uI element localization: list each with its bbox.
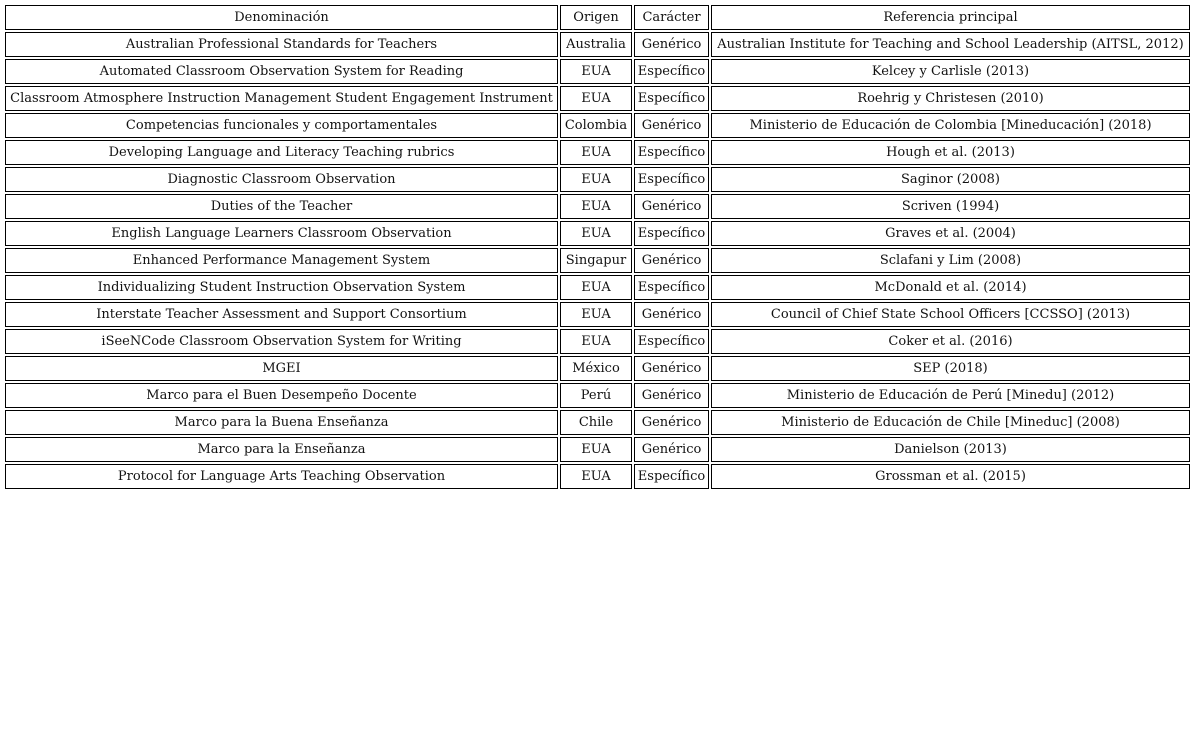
- cell-denominacion: Marco para la Buena Enseñanza: [5, 410, 558, 435]
- cell-denominacion: Australian Professional Standards for Teachers: [5, 32, 558, 57]
- cell-denominacion: Protocol for Language Arts Teaching Observation: [5, 464, 558, 489]
- table-row: [5, 140, 1190, 165]
- table-row: [5, 221, 1190, 246]
- table-row: [5, 302, 1190, 327]
- cell-caracter: Específico: [634, 464, 709, 489]
- cell-denominacion: Diagnostic Classroom Observation: [5, 167, 558, 192]
- table-header: [5, 5, 1190, 30]
- cell-origen: EUA: [560, 464, 632, 489]
- table-row: [5, 32, 1190, 57]
- cell-caracter: Específico: [634, 167, 709, 192]
- cell-caracter: Genérico: [634, 113, 709, 138]
- cell-denominacion: Classroom Atmosphere Instruction Management Student Engagement Instrument: [5, 86, 558, 111]
- cell-origen: Australia: [560, 32, 632, 57]
- cell-denominacion: Developing Language and Literacy Teaching rubrics: [5, 140, 558, 165]
- cell-referencia: Ministerio de Educación de Perú [Minedu] (2012): [711, 383, 1190, 408]
- cell-referencia: Council of Chief State School Officers [CCSSO] (2013): [711, 302, 1190, 327]
- frameworks-table: [3, 3, 1192, 491]
- cell-caracter: Específico: [634, 275, 709, 300]
- table-row: [5, 59, 1190, 84]
- cell-origen: EUA: [560, 302, 632, 327]
- cell-referencia: Scriven (1994): [711, 194, 1190, 219]
- cell-caracter: Genérico: [634, 248, 709, 273]
- cell-referencia: Ministerio de Educación de Chile [Mineduc] (2008): [711, 410, 1190, 435]
- table-row: [5, 275, 1190, 300]
- cell-origen: Singapur: [560, 248, 632, 273]
- cell-origen: México: [560, 356, 632, 381]
- cell-denominacion: Duties of the Teacher: [5, 194, 558, 219]
- table-row: [5, 113, 1190, 138]
- cell-caracter: Genérico: [634, 32, 709, 57]
- cell-denominacion: iSeeNCode Classroom Observation System for Writing: [5, 329, 558, 354]
- header-referencia: Referencia principal: [711, 5, 1190, 30]
- cell-caracter: Genérico: [634, 356, 709, 381]
- table-row: [5, 410, 1190, 435]
- table-row: [5, 248, 1190, 273]
- table-row: [5, 86, 1190, 111]
- cell-origen: Colombia: [560, 113, 632, 138]
- cell-origen: Chile: [560, 410, 632, 435]
- cell-origen: EUA: [560, 59, 632, 84]
- table-row: [5, 194, 1190, 219]
- cell-denominacion: Competencias funcionales y comportamentales: [5, 113, 558, 138]
- table-body: [5, 32, 1190, 489]
- table-row: [5, 383, 1190, 408]
- cell-origen: EUA: [560, 437, 632, 462]
- cell-caracter: Genérico: [634, 437, 709, 462]
- cell-referencia: Coker et al. (2016): [711, 329, 1190, 354]
- cell-caracter: Genérico: [634, 302, 709, 327]
- cell-caracter: Específico: [634, 329, 709, 354]
- header-denominacion: Denominación: [5, 5, 558, 30]
- cell-caracter: Específico: [634, 59, 709, 84]
- cell-caracter: Genérico: [634, 410, 709, 435]
- cell-denominacion: Automated Classroom Observation System for Reading: [5, 59, 558, 84]
- cell-origen: EUA: [560, 86, 632, 111]
- header-row: [5, 5, 1190, 30]
- cell-origen: EUA: [560, 167, 632, 192]
- cell-origen: Perú: [560, 383, 632, 408]
- table-row: [5, 464, 1190, 489]
- cell-referencia: Grossman et al. (2015): [711, 464, 1190, 489]
- cell-origen: EUA: [560, 194, 632, 219]
- table-container: [3, 3, 1192, 491]
- cell-caracter: Genérico: [634, 194, 709, 219]
- table-row: [5, 356, 1190, 381]
- cell-referencia: Ministerio de Educación de Colombia [Mineducación] (2018): [711, 113, 1190, 138]
- cell-referencia: Hough et al. (2013): [711, 140, 1190, 165]
- table-row: [5, 437, 1190, 462]
- cell-origen: EUA: [560, 329, 632, 354]
- cell-caracter: Específico: [634, 86, 709, 111]
- cell-denominacion: MGEI: [5, 356, 558, 381]
- table-row: [5, 167, 1190, 192]
- cell-denominacion: Interstate Teacher Assessment and Support Consortium: [5, 302, 558, 327]
- cell-origen: EUA: [560, 140, 632, 165]
- cell-denominacion: Enhanced Performance Management System: [5, 248, 558, 273]
- cell-origen: EUA: [560, 275, 632, 300]
- cell-denominacion: English Language Learners Classroom Observation: [5, 221, 558, 246]
- cell-referencia: McDonald et al. (2014): [711, 275, 1190, 300]
- header-caracter: Carácter: [634, 5, 709, 30]
- cell-referencia: SEP (2018): [711, 356, 1190, 381]
- cell-origen: EUA: [560, 221, 632, 246]
- cell-caracter: Genérico: [634, 383, 709, 408]
- cell-referencia: Kelcey y Carlisle (2013): [711, 59, 1190, 84]
- cell-referencia: Saginor (2008): [711, 167, 1190, 192]
- cell-referencia: Australian Institute for Teaching and School Leadership (AITSL, 2012): [711, 32, 1190, 57]
- cell-denominacion: Individualizing Student Instruction Observation System: [5, 275, 558, 300]
- cell-denominacion: Marco para el Buen Desempeño Docente: [5, 383, 558, 408]
- table-row: [5, 329, 1190, 354]
- cell-referencia: Sclafani y Lim (2008): [711, 248, 1190, 273]
- cell-referencia: Danielson (2013): [711, 437, 1190, 462]
- cell-referencia: Roehrig y Christesen (2010): [711, 86, 1190, 111]
- cell-denominacion: Marco para la Enseñanza: [5, 437, 558, 462]
- cell-referencia: Graves et al. (2004): [711, 221, 1190, 246]
- cell-caracter: Específico: [634, 140, 709, 165]
- header-origen: Origen: [560, 5, 632, 30]
- cell-caracter: Específico: [634, 221, 709, 246]
